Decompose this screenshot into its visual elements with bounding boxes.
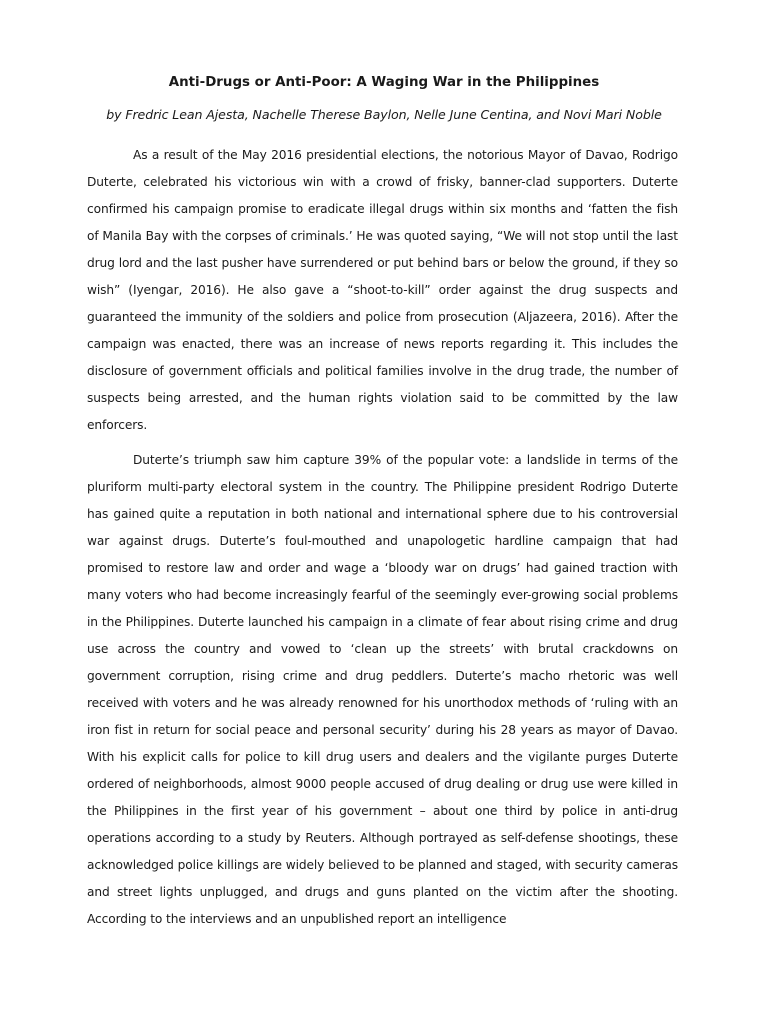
body-paragraph: As a result of the May 2016 presidential elections, the notorious Mayor of Davao, Rodrigo Duterte, celebrated his victorious win with a crowd of frisky, banner-clad supporters. Duterte confirmed his campaign promise to eradicate illegal drugs within six months and ‘fatten the fish of Manila Bay with the corpses of criminals.’ He was quoted saying, “We will not stop until the last drug lord and the last pusher have surrendered or put behind bars or below the ground, if they so wish” (Iyengar, 2016). He also gave a “shoot-to-kill” order against the drug suspects and guaranteed the immunity of the soldiers and police from prosecution (Aljazeera, 2016). After the campaign was enacted, there was an increase of news reports regarding it. This includes the disclosure of government officials and political families involve in the drug trade, the number of suspects being arrested, and the human rights violation said to be committed by the law enforcers. [87, 148, 678, 432]
author-byline: by Fredric Lean Ajesta, Nachelle Therese Baylon, Nelle June Centina, and Novi Mari Noble [106, 107, 662, 122]
body-paragraph: Duterte’s triumph saw him capture 39% of the popular vote: a landslide in terms of the pluriform multi-party electoral system in the country. The Philippine president Rodrigo Duterte has gained quite a reputation in both national and international sphere due to his controversial war against drugs. Duterte’s foul-mouthed and unapologetic hardline campaign that had promised to restore law and order and wage a ‘bloody war on drugs’ had gained traction with many voters who had become increasingly fearful of the seemingly ever-growing social problems in the Philippines. Duterte launched his campaign in a climate of fear about rising crime and drug use across the country and vowed to ‘clean up the streets’ with brutal crackdowns on government corruption, rising crime and drug peddlers. Duterte’s macho rhetoric was well received with voters and he was already renowned for his unorthodox methods of ‘ruling with an iron fist in return for social peace and personal security’ during his 28 years as mayor of Davao. With his explicit calls for police to kill drug users and dealers and the vigilante purges Duterte ordered of neighborhoods, almost 9000 people accused of drug dealing or drug use were killed in the Philippines in the first year of his government – about one third by police in anti-drug operations according to a study by Reuters. Although portrayed as self-defense shootings, these acknowledged police killings are widely believed to be planned and staged, with security cameras and street lights unplugged, and drugs and guns planted on the victim after the shooting. According to the interviews and an unpublished report an intelligence [87, 453, 678, 926]
document-title: Anti-Drugs or Anti-Poor: A Waging War in the Philippines [168, 74, 600, 90]
